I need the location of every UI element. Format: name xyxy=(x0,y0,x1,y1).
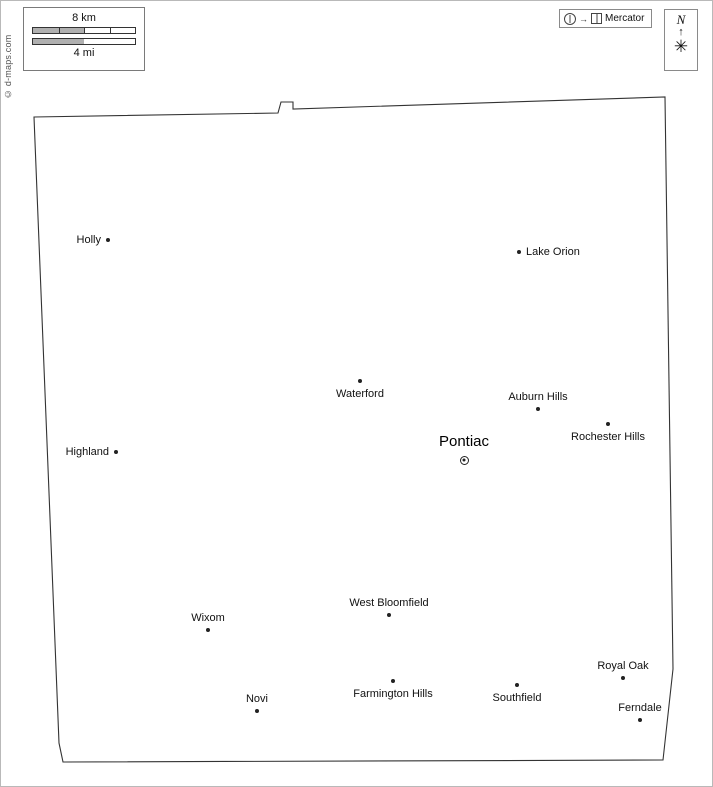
scale-mi-label: 4 mi xyxy=(73,47,95,59)
map-sheet-icon xyxy=(591,13,602,24)
projection-label: Mercator xyxy=(605,13,645,24)
city-label: Rochester Hills xyxy=(571,431,645,443)
capital-dot-icon xyxy=(460,456,469,465)
city-dot-icon xyxy=(391,679,395,683)
scale-bar-mi xyxy=(32,38,136,45)
compass-north-label: N xyxy=(676,12,686,27)
city-label: Ferndale xyxy=(618,702,662,714)
city-dot-icon xyxy=(621,676,625,680)
scale-bar-km xyxy=(32,27,136,34)
city-dot-icon xyxy=(606,422,610,426)
city-dot-icon xyxy=(517,250,521,254)
city-dot-icon xyxy=(206,628,210,632)
scale-bar-mi-fill xyxy=(33,39,84,44)
city-label: West Bloomfield xyxy=(349,597,429,609)
city-dot-icon xyxy=(106,238,110,242)
city-dot-icon xyxy=(515,683,519,687)
scale-km-label: 8 km xyxy=(72,12,96,24)
scale-bar xyxy=(23,7,145,71)
city-dot-icon xyxy=(536,407,540,411)
city-label: Auburn Hills xyxy=(508,391,568,403)
city-label: Royal Oak xyxy=(597,660,649,672)
copyright-credit: © d-maps.com xyxy=(3,34,13,99)
city-dot-icon xyxy=(114,450,118,454)
city-label: Holly xyxy=(76,234,101,246)
city-dot-icon xyxy=(387,613,391,617)
scale-tick-2 xyxy=(84,28,85,33)
city-dot-icon xyxy=(358,379,362,383)
compass-rose xyxy=(664,9,698,71)
north-arrow-icon: ↑ xyxy=(678,26,684,38)
city-label: Southfield xyxy=(492,692,542,704)
city-label: Wixom xyxy=(191,612,225,624)
city-label: Novi xyxy=(245,693,269,705)
scale-tick-1 xyxy=(59,28,60,33)
city-label: Pontiac xyxy=(438,433,490,450)
city-label: Farmington Hills xyxy=(353,688,433,700)
city-dot-icon xyxy=(255,709,259,713)
scale-tick-3 xyxy=(110,28,111,33)
projection-indicator xyxy=(559,9,652,28)
city-label: Waterford xyxy=(336,388,384,400)
city-label: Lake Orion xyxy=(526,246,580,258)
globe-icon xyxy=(564,13,576,25)
city-dot-icon xyxy=(638,718,642,722)
city-label: Highland xyxy=(65,446,109,458)
arrow-right-icon: → xyxy=(579,13,588,24)
compass-star-icon: ✳ xyxy=(673,37,689,56)
